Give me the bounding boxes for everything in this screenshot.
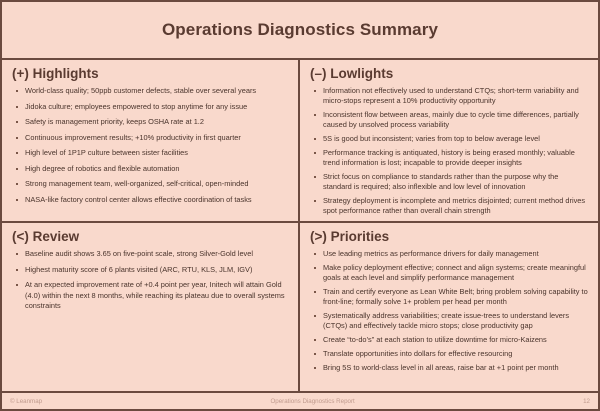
list-item: World-class quality; 50ppb customer defects, stable over several years [14,86,288,97]
list-item: NASA-like factory control center allows effective coordination of tasks [14,195,288,206]
list-item: Performance tracking is antiquated, history is being erased monthly; valuable trend information is lost; incapable to provide deeper insights [312,148,588,168]
list-item: Strategy deployment is incomplete and metrics disjointed; current method drives spot performance rather than overall chain strength [312,196,588,216]
list-item: Make policy deployment effective; connect and align systems; create meaningful goals at each level and simplify performance management [312,263,588,283]
page-title: Operations Diagnostics Summary [161,20,439,39]
list-item: Safety is management priority, keeps OSHA rate at 1.2 [14,117,288,128]
list-item: Highest maturity score of 6 plants visited (ARC, RTU, KLS, JLM, IGV) [14,265,288,276]
quadrant-row-top [2,60,598,223]
list-item: Systematically address variabilities; create issue-trees to understand levers (CTQs) and effectively tackle micro stops; close productivity gap [312,311,588,331]
quadrant-priorities [300,223,598,391]
list-item: 5S is good but inconsistent; varies from top to below average level [312,134,588,144]
quadrant-highlights [2,60,300,221]
bullet-list-lowlights [308,86,590,216]
list-item: Bring 5S to world-class level in all areas, raise bar at +1 point per month [312,363,588,373]
list-item: At an expected improvement rate of +0.4 point per year, Initech will attain Gold (4.0) within the next 8 months, while reaching its plateau due to overall systems constraints [14,280,288,312]
footer-document-name: Operations Diagnostics Report [270,397,355,405]
footer-copyright: © Leanmap [10,397,43,405]
quadrant-title-highlights: (+) Highlights [12,66,99,81]
quadrant-row-bottom [2,223,598,391]
list-item: Continuous improvement results; +10% productivity in first quarter [14,133,288,144]
list-item: High degree of robotics and flexible automation [14,164,288,175]
footer-page-number: 12 [583,397,590,405]
slide-footer [2,391,598,409]
quadrant-title-lowlights: (–) Lowlights [310,66,394,81]
list-item: Jidoka culture; employees empowered to stop anytime for any issue [14,102,288,113]
list-item: Translate opportunities into dollars for effective resourcing [312,349,588,359]
list-item: Strong management team, well-organized, self-critical, open-minded [14,179,288,190]
quadrant-title-priorities: (>) Priorities [310,229,390,244]
slide-title-bar [2,2,598,60]
list-item: Baseline audit shows 3.65 on five-point scale, strong Silver-Gold level [14,249,288,260]
list-item: Information not effectively used to understand CTQs; short-term variability and micro-stops represent a 10% productivity opportunity [312,86,588,106]
list-item: Train and certify everyone as Lean White Belt; bring problem solving capability to front-line; formally solve 1+ problem per head per month [312,287,588,307]
bullet-list-priorities [308,249,590,373]
quadrant-title-review: (<) Review [12,229,80,244]
list-item: High level of 1P1P culture between sister facilities [14,148,288,159]
quadrant-grid [2,60,598,391]
quadrant-lowlights [300,60,598,221]
list-item: Strict focus on compliance to standards rather than the purpose why the standard is required; also inflexible and low level of innovation [312,172,588,192]
list-item: Inconsistent flow between areas, mainly due to cycle time differences, partially caused by unsolved process variability [312,110,588,130]
list-item: Use leading metrics as performance drivers for daily management [312,249,588,259]
list-item: Create “to-do’s” at each station to utilize downtime for micro-Kaizens [312,335,588,345]
bullet-list-review [10,249,290,312]
quadrant-review [2,223,300,391]
bullet-list-highlights [10,86,290,205]
